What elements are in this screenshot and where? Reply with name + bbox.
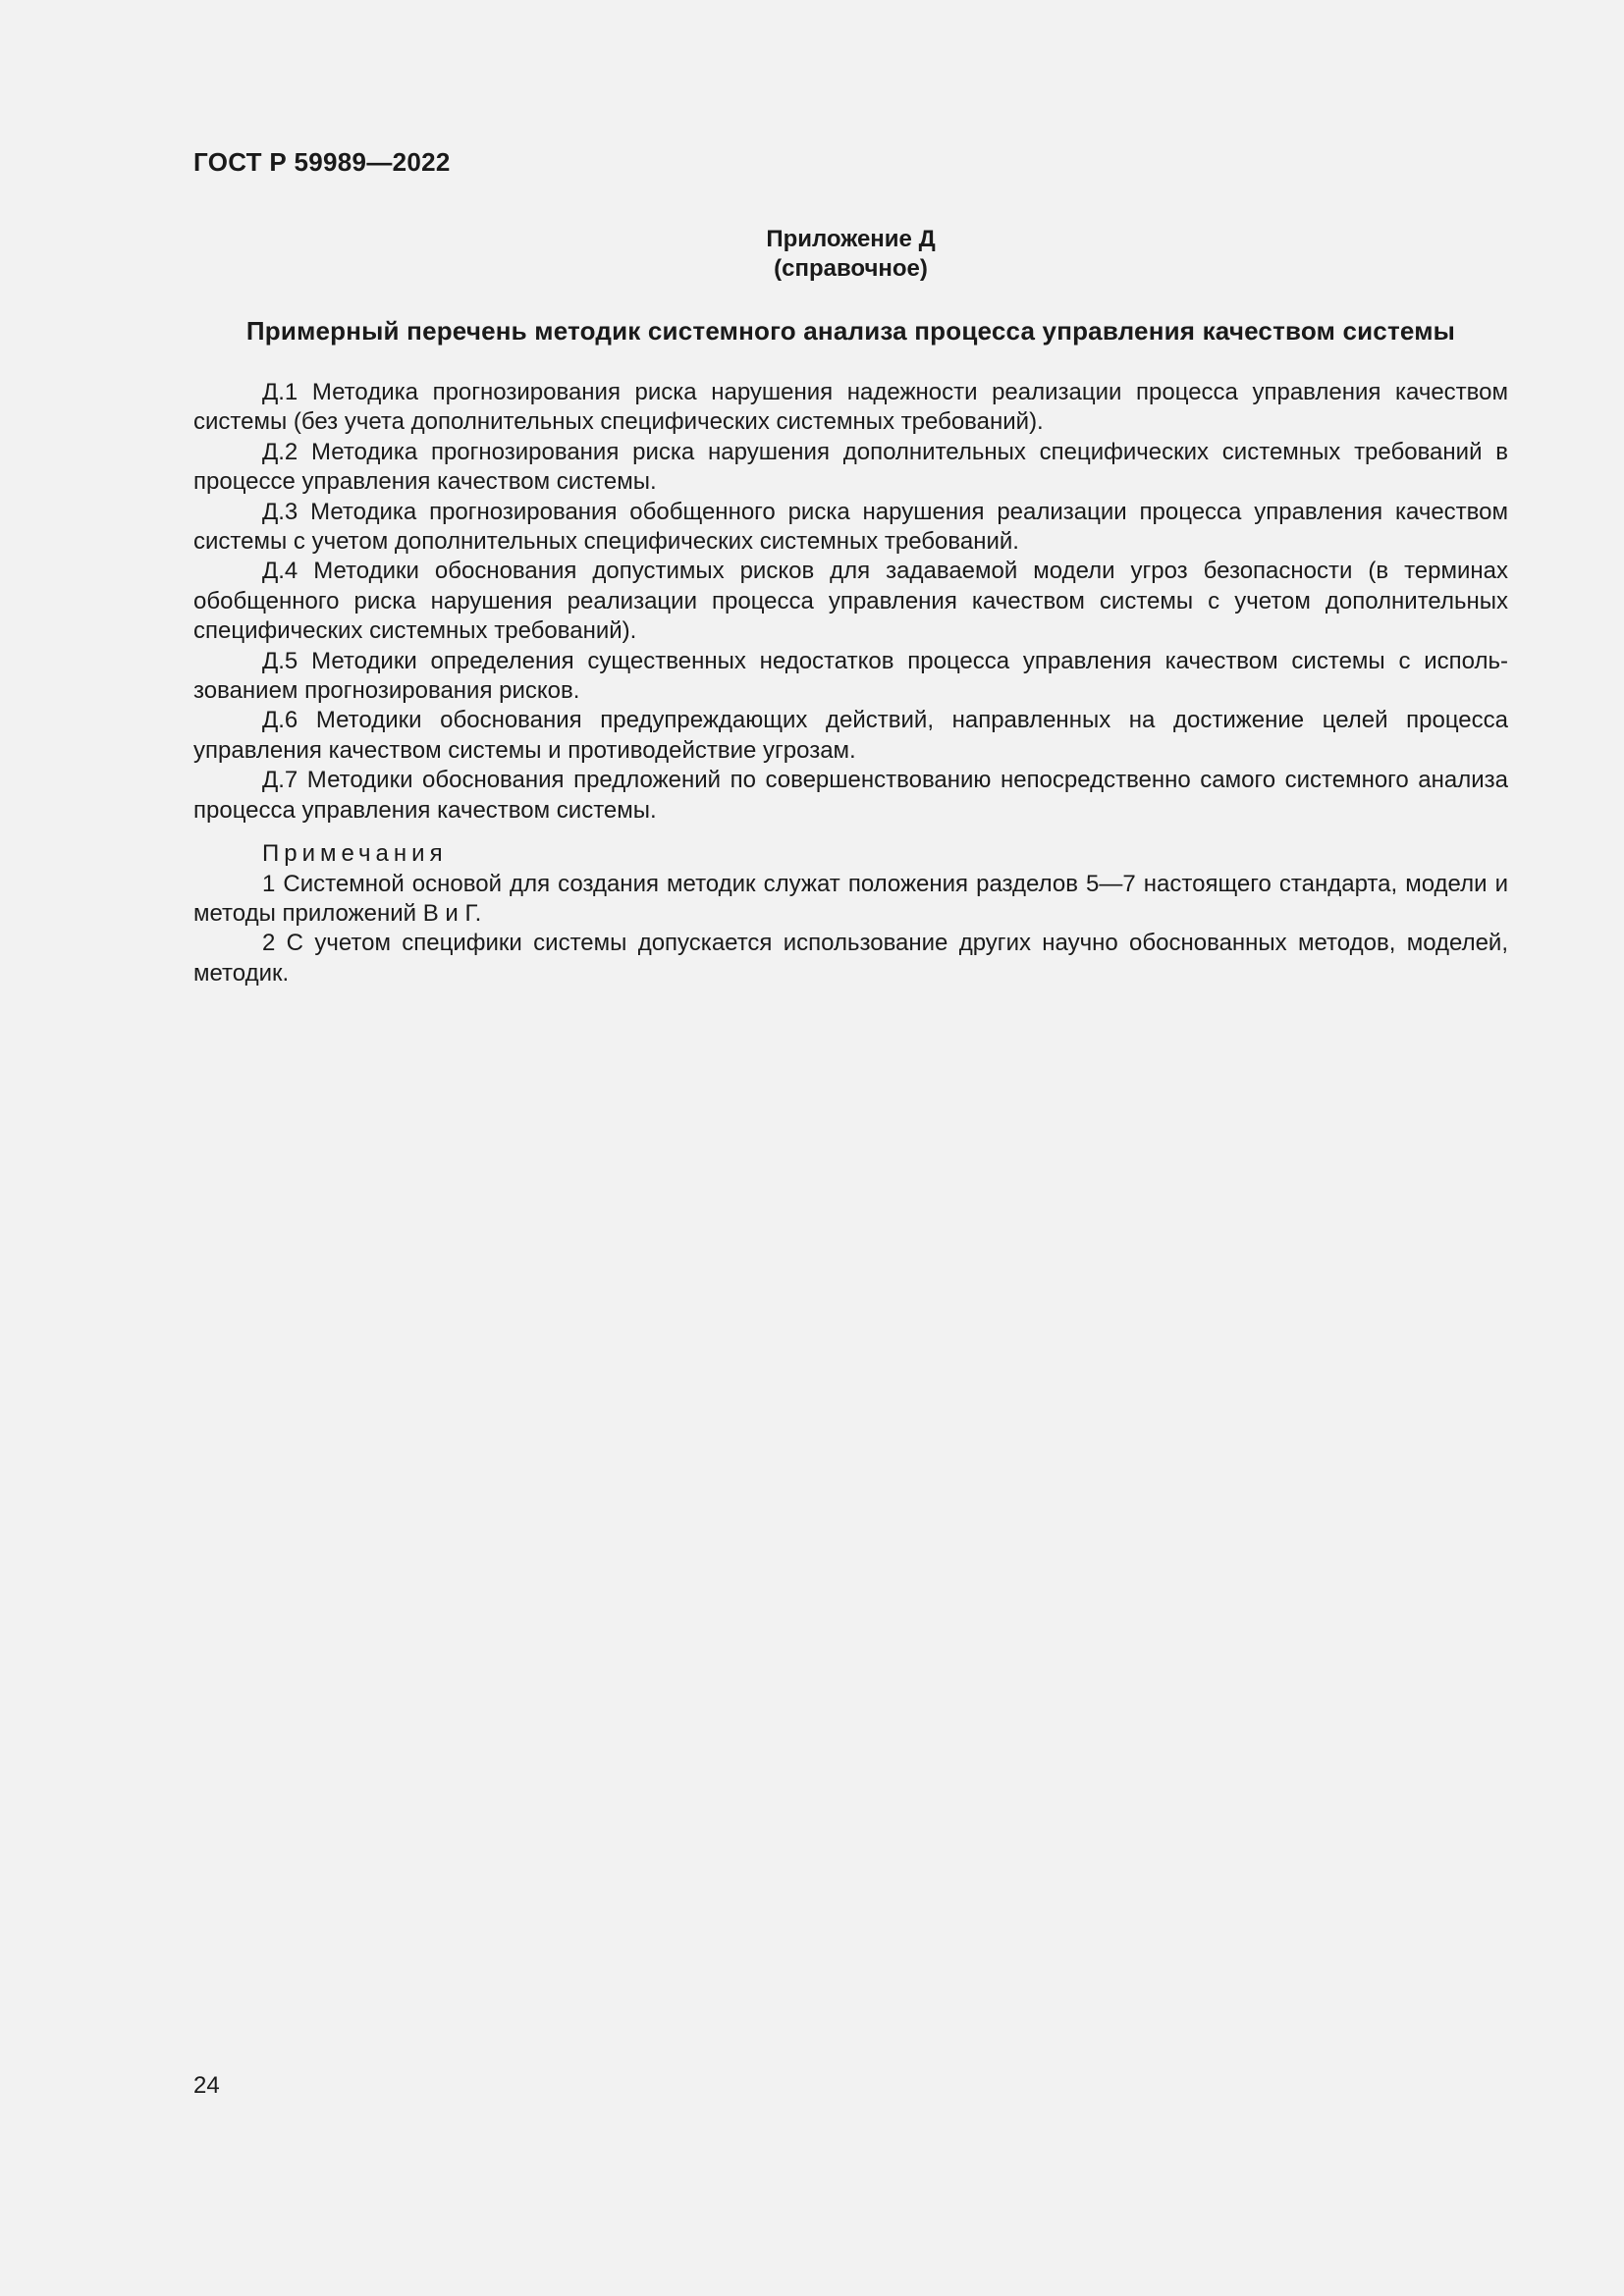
standard-code-header: ГОСТ Р 59989—2022 [193, 147, 451, 177]
note-item-1: 1 Системной основой для создания методик служат положения разделов 5—7 настоящего стандарта, модели и методы приложений В и Г. [193, 870, 1508, 927]
annex-type: (справочное) [774, 255, 928, 282]
page-number: 24 [193, 2072, 220, 2099]
notes-section [193, 839, 1508, 988]
notes-label: Примечания [262, 840, 448, 868]
list-item-d3: Д.3 Методика прогнозирования обобщенного риска нарушения реализации процесса управления качеством системы с учетом дополнительных специфических системных требований. [193, 498, 1508, 556]
note-item-2: 2 С учетом специфики системы допускается использование других научно обоснованных методов, моделей, методик. [193, 930, 1508, 987]
list-item-d6: Д.6 Методики обоснования предупреждающих действий, направленных на достижение целей процесса управления качеством системы и противодействие угрозам. [193, 707, 1508, 764]
list-item-d4: Д.4 Методики обоснования допустимых рисков для задаваемой модели угроз безопасности (в терминах обобщенного риска нарушения реализации процесса управления качеством системы с учетом дополнительных специфических системных требований). [193, 558, 1508, 645]
list-item-d5: Д.5 Методики определения существенных недостатков процесса управления качеством системы с использованием прогнозирования рисков. [193, 647, 1508, 705]
annex-label: Приложение Д [766, 226, 936, 252]
list-item-d1: Д.1 Методика прогнозирования риска нарушения надежности реализации процесса управления качеством системы (без учета дополнительных специфических системных требований). [193, 379, 1508, 436]
annex-title: Примерный перечень методик системного анализа процесса управления качеством системы [245, 316, 1456, 346]
list-item-d2: Д.2 Методика прогнозирования риска нарушения дополнительных специфических системных требований в процессе управления качеством системы. [193, 438, 1508, 496]
list-item-d7: Д.7 Методики обоснования предложений по совершенствованию непосредственно самого системного анализа процесса управления качеством системы. [193, 767, 1508, 824]
annex-body [193, 378, 1508, 988]
annex-heading [193, 225, 1508, 284]
